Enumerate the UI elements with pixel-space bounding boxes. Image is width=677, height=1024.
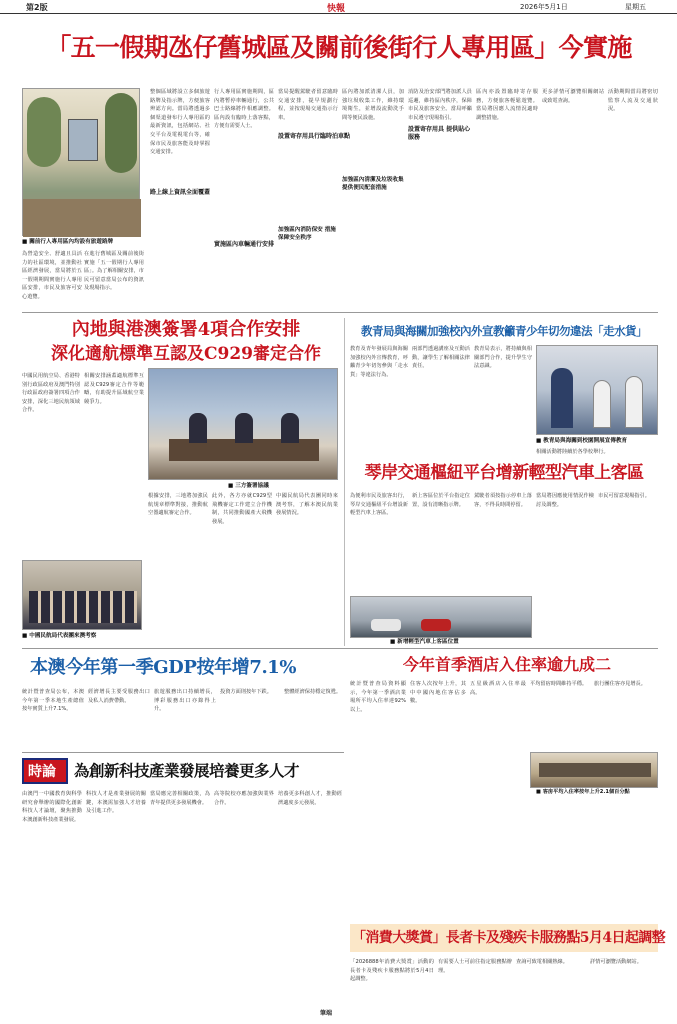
art4-headline: 琴岸交通樞紐平台增新輕型汽車上客區 <box>364 463 644 483</box>
street-ground <box>23 199 141 237</box>
section-divider <box>22 752 344 753</box>
main-sub1: 路上線上資訊全面覆蓋 <box>150 189 211 196</box>
main-body-col1: 為營造安全、舒適且具活力的社區環境，並推動社區經濟發展，當局將於五一假期期間實施行人專用區安排，市民及旅客可安心遊覽。 <box>22 251 82 300</box>
art2-headline-line2: 深化適航標準互認及C929審定合作 <box>50 344 321 364</box>
main-headline: 「五一假期氹仔舊城區及關前後街行人專用區」今實施 <box>46 33 632 62</box>
main-sub2: 實施區內車輛通行安排 <box>214 241 275 248</box>
person-icon <box>235 413 253 443</box>
art8-body-col4: 詳情可瀏覽活動網站。 <box>590 959 642 965</box>
hotel-lobby <box>539 763 651 777</box>
student-figure <box>593 380 611 428</box>
art2-photo1 <box>148 368 338 480</box>
masthead <box>0 0 677 14</box>
art8-body-col3: 查詢可致電相關熱線。 <box>516 959 568 965</box>
art4-body-col3: 駕駛者須按指示停車上落客，不得長時間停留。 <box>474 493 532 508</box>
art3-body-col4: 相關活動將陸續於各學校舉行。 <box>536 449 609 455</box>
section-divider <box>22 312 658 313</box>
art8-headline-box <box>350 924 666 952</box>
column-divider <box>344 318 345 646</box>
art4-photo-caption: ■ 新增輕型汽車上客區位置 <box>390 639 459 645</box>
art2-photo2 <box>22 560 142 630</box>
art5-body-col2: 經濟增長主要受服務出口及私人消費帶動。 <box>88 689 150 704</box>
tree-icon <box>27 97 61 167</box>
art2-headline-line1: 內地與港澳簽署4項合作安排 <box>71 319 301 340</box>
issue-date: 2026年5月1日 <box>520 3 568 11</box>
art8-body-col1: 「2026888年消費大獎賞」活動的長者卡及殘疾卡服務點將於5月4日起調整。 <box>350 959 434 983</box>
art7-body-col1: 由澳門一中國教育與科學研究會舉辦的國際化創新科技人才論壇，聚焦推動本澳創新科技產業發展。 <box>22 791 82 823</box>
art6-body-col3: 五星級酒店入住率最高。 <box>470 681 526 696</box>
main-body-col7: 消防及治安部門將加派人員巡邏，維持區內秩序，保障市民及旅客安全。當局呼籲市民遵守現場指引。 <box>408 89 472 121</box>
main-body-col10: 活動期間當局將密切監察人流及交通狀況。 <box>608 89 658 113</box>
art2-body-col4: 此外，各方亦就C929型飛機審定工作建立合作機制，共同推動國產大飛機發展。 <box>212 493 272 525</box>
main-body-col9: 更多詳情可瀏覽相關網站或致電查詢。 <box>542 89 604 104</box>
main-body-col3: 整個區域將設立多個旅遊路牌及指示牌，方便旅客辨認方向。當局將透過多個渠道發布行人專用區的最新資訊，包括網站、社交平台及電視電台等，確保市民及旅客能及時掌握交通安排。 <box>150 89 210 156</box>
art6-headline: 今年首季酒店入住率逾九成二 <box>402 655 611 674</box>
art2-photo2-caption: ■ 中國民航局代表團來澳考察 <box>22 633 97 639</box>
art5-body-col4: 投資方面則按年下跌。 <box>220 689 272 695</box>
weekday: 星期五 <box>625 3 646 11</box>
main-body-col2: 在進行舊城區及關前後街實施「五一假期行人專用區」。為了解相關安排，市民可留意當局公布的資訊及現場指示。 <box>84 251 144 292</box>
person-icon <box>281 413 299 443</box>
section-divider <box>22 648 658 649</box>
art5-body-col3: 旅遊服務出口持續增長，博彩服務出口亦錄得上升。 <box>154 689 216 713</box>
student-figure <box>625 376 643 428</box>
art7-body-col2: 科技人才是產業發展的關鍵，本澳需加強人才培養及引進工作。 <box>86 791 146 815</box>
commentary-tag-text: 時論 <box>28 764 56 780</box>
main-sub3: 設置寄存用具行臨時泊車點 <box>278 133 351 140</box>
art8-body-col2: 有需要人士可前往指定服務點辦理。 <box>438 959 512 974</box>
art2-body-col5: 中國民航局代表團同時來澳考察，了解本澳民航業發展情況。 <box>276 493 338 517</box>
officer-figure <box>551 368 573 428</box>
art3-body-col2: 兩部門透過講座及互動活動，讓學生了解相關法律責任。 <box>412 346 470 370</box>
art6-body-col5: 旅行團住客亦見增長。 <box>594 681 646 687</box>
main-photo <box>22 88 140 236</box>
art6-body-col2: 住客人次按年上升，其中中國內地住客佔多數。 <box>410 681 466 705</box>
art7-body-col5: 培養更多科創人才，推動經濟適度多元發展。 <box>278 791 342 806</box>
art5-headline: 本澳今年第一季GDP按年增7.1% <box>30 657 297 678</box>
art5-body-col5: 整體經濟保持穩定復甦。 <box>284 689 342 695</box>
main-sub6: 設置寄存用具 提供貼心服務 <box>408 126 471 141</box>
art2-photo1-caption: ■ 三方簽署協議 <box>228 483 269 489</box>
commentary-tag <box>22 758 68 784</box>
main-body-col4: 行人專用區實施期間，區內將暫停車輛通行，公共巴士路線將作相應調整。區內設有臨時上落客點，方便有需要人士。 <box>214 89 274 130</box>
sign-board-icon <box>68 119 98 161</box>
main-body-col5: 當局提醒駕駛者留意臨時交通安排，提早規劃行程，並按現場交通指示行車。 <box>278 89 338 121</box>
tree-icon <box>105 93 137 173</box>
art2-body-col3: 根據安排，三地將加強民航規章標準對接，推動航空器適航審定合作。 <box>148 493 208 517</box>
art3-body-col1: 教育及青年發展局與海關加強校內外宣傳教育，呼籲青少年切勿參與「走水貨」等違法行為。 <box>350 346 408 378</box>
art2-body-col1: 中國民用航空局、香港特別行政區政府及澳門特別行政區政府簽署四項合作安排，深化三地民航領域合作。 <box>22 373 80 414</box>
page-number: 第2版 <box>26 3 48 12</box>
art3-body-col3: 教青局表示，將持續與相關部門合作，提升學生守法意識。 <box>474 346 532 370</box>
car-icon <box>371 619 401 631</box>
art4-photo <box>350 596 532 638</box>
art4-body-col2: 新上客區位於平台指定位置，設有清晰指示牌。 <box>412 493 470 508</box>
art6-photo-caption: ■ 客房平均入住率按年上升2.1個百分點 <box>536 789 630 795</box>
art7-body-col4: 高等院校亦應加強與業界合作。 <box>214 791 274 806</box>
group-people <box>29 591 137 623</box>
main-body-col6: 區內將加派清潔人員，加強垃圾收集工作，維持環境衛生，並增設流動洗手間等便民設施。 <box>342 89 404 121</box>
main-sub5: 加強區內消防保安 措施保障安全秩序 <box>278 227 336 241</box>
art6-photo <box>530 752 658 788</box>
art7-byline: 筆端 <box>320 1010 333 1017</box>
main-body-col8: 區內亦設置臨時寄存服務，方便旅客輕鬆遊覽。當局將因應人流情況適時調整措施。 <box>476 89 538 121</box>
art8-headline: 「消費大獎賞」長者卡及殘疾卡服務點5月4日起調整 <box>352 930 666 946</box>
paper-name: 快報 <box>327 4 346 14</box>
main-sub4: 加強區內清潔及垃圾收集 提供便民配套措施 <box>342 177 404 191</box>
person-icon <box>189 413 207 443</box>
art3-photo-caption: ■ 教青局與海關到校園開展宣傳教育 <box>536 438 628 444</box>
art3-photo <box>536 345 658 435</box>
art4-body-col4: 當局將因應使用情況作檢討及調整。 <box>536 493 594 508</box>
art3-headline: 教青局與海關加強校內外宣教籲青少年切勿違法「走水貨」 <box>361 324 647 338</box>
art2-body-col2: 相關安排涵蓋適航標準互認及C929審定合作等範疇，有助提升區域航空業競爭力。 <box>84 373 144 405</box>
art6-body-col1: 統計暨普查局資料顯示，今年第一季酒店業場所平均入住率達92%以上。 <box>350 681 406 713</box>
art6-body-col4: 平均留宿時間維持平穩。 <box>530 681 588 687</box>
car-icon <box>421 619 451 631</box>
main-photo-caption: ■ 關前行人專用區內均設有旅遊路牌 <box>22 239 114 245</box>
art7-body-col3: 當局應完善相關政策，為青年提供更多發展機會。 <box>150 791 210 806</box>
art7-headline: 為創新科技產業發展培養更多人才 <box>74 761 300 780</box>
art5-body-col1: 統計暨普查局公布，本澳今年第一季本地生產總值按年實質上升7.1%。 <box>22 689 84 713</box>
art4-body-col1: 為便利市民及旅客出行，琴岸交通樞紐平台增設新輕型汽車上客區。 <box>350 493 408 517</box>
art4-body-col5: 市民可留意現場指引。 <box>598 493 650 499</box>
